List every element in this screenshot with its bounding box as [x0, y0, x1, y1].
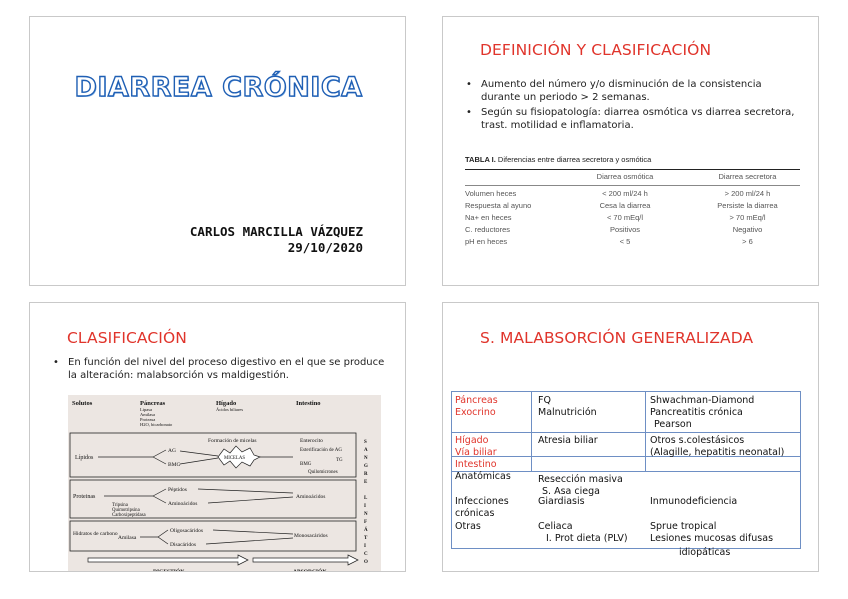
table-row: Respuesta al ayuno Cesa la diarrea Persiste la diarrea	[465, 201, 778, 210]
diagram-label: ABSORCIÓN	[293, 569, 327, 575]
diagram-header-solutos: Solutos	[72, 400, 93, 407]
svg-text:O: O	[364, 560, 368, 565]
diagram-label: Lípidos	[75, 455, 94, 461]
table-cell: crónicas	[455, 508, 495, 519]
diagram-label: Amilasa	[140, 412, 155, 417]
diagram-label: Disacáridos	[170, 542, 196, 548]
diagram-label: Aminoácidos	[168, 501, 198, 507]
table-row: Na+ en heces < 70 mEq/l > 70 mEq/l	[465, 213, 766, 222]
diagram-header-pancreas: Páncreas	[140, 400, 166, 407]
table-cell: Celiaca	[538, 521, 573, 532]
diagram-label: MICELAS	[224, 456, 246, 461]
table-cell: Vía biliar	[455, 447, 497, 458]
diagram-label: Quimotripsina	[112, 508, 140, 513]
table-cell: Pearson	[654, 419, 692, 430]
author-name: CARLOS MARCILLA VÁZQUEZ	[189, 224, 363, 239]
bullet-dot-icon: •	[53, 357, 59, 368]
table-cell: Inmunodeficiencia	[650, 496, 738, 507]
diagram-label: H2O, bicarbonato	[140, 422, 173, 427]
slide-heading: S. MALABSORCIÓN GENERALIZADA	[480, 329, 754, 347]
diagram-label: BMG	[168, 462, 181, 468]
absorcion-arrow-icon	[253, 555, 358, 565]
svg-text:T: T	[364, 536, 368, 541]
diagram-label: Oligosacáridos	[170, 528, 203, 534]
malabsorcion-table	[451, 391, 801, 549]
table-cell: Atresia biliar	[538, 435, 598, 446]
table-cell: Infecciones	[455, 496, 509, 507]
table-cell: Páncreas	[455, 395, 498, 406]
svg-text:A: A	[364, 448, 368, 453]
svg-text:Á: Á	[364, 528, 368, 533]
diagram-label: Péptidos	[168, 487, 187, 493]
diagram-label: Lipasa	[140, 407, 152, 412]
table-cell: Giardiasis	[538, 496, 585, 507]
svg-text:L: L	[364, 496, 368, 501]
diagram-label: Monosacáridos	[294, 533, 328, 539]
diagram-label: AG	[168, 448, 176, 454]
diagram-label: Proteasa	[140, 417, 156, 422]
diagram-label: Amilasa	[118, 535, 137, 541]
diagram-label: BMG	[300, 462, 312, 467]
table-row: Volumen heces < 200 ml/24 h > 200 ml/24 h	[465, 189, 771, 198]
table-cell: Intestino	[455, 459, 497, 470]
diagram-header-intestino: Intestino	[296, 400, 321, 407]
bullet-list	[50, 357, 385, 385]
table-cell: Shwachman-Diamond	[650, 395, 755, 406]
diagram-label: Quilomicrones	[308, 470, 338, 475]
presentation-date: 29/10/2020	[287, 240, 363, 255]
bullet-item: • Según su fisiopatología: diarrea osmótica vs diarrea secretora, trast. motilidad e inflamatoria.	[466, 107, 795, 131]
bullet-item: • Aumento del número y/o disminución de la consistencia durante un periodo > 2 semanas.	[466, 79, 762, 103]
digestion-arrow-icon	[88, 555, 248, 565]
diagram-label: Formación de micelas	[208, 438, 257, 444]
table-cell: Lesiones mucosas difusas	[650, 533, 774, 544]
svg-text:N: N	[364, 512, 368, 517]
svg-text:R: R	[364, 472, 368, 477]
table-cell: Anatómicas	[455, 471, 511, 482]
diagram-label: TG	[336, 458, 343, 463]
bullet-item: • En función del nivel del proceso digestivo en el que se produce la alteración: malabsorción vs maldigestión.	[53, 357, 385, 381]
bullet-dot-icon: •	[466, 107, 472, 118]
table-cell: I. Prot dieta (PLV)	[546, 533, 628, 544]
table-cell: Otros s.colestásicos	[650, 435, 745, 446]
table-rule	[465, 185, 800, 186]
diagram-label: Proteinas	[73, 494, 96, 500]
sangre-vertical-label	[364, 440, 368, 485]
diagram-label: Tripsina	[112, 503, 128, 508]
table-row: C. reductores Positivos Negativo	[465, 225, 763, 234]
diagram-label: Esterificación de AG	[300, 448, 342, 453]
linfaticos-vertical-label	[364, 496, 368, 565]
slide-definicion[interactable]	[442, 16, 819, 286]
svg-text:I: I	[364, 504, 366, 509]
diagram-header-higado: Hígado	[216, 400, 237, 407]
table-rule	[465, 169, 800, 170]
svg-text:E: E	[364, 480, 368, 485]
table-cell: Otras	[455, 521, 481, 532]
diagram-label: Enterocito	[300, 438, 323, 444]
table-row: pH en heces < 5 > 6	[465, 237, 753, 246]
svg-text:N: N	[364, 456, 368, 461]
diagram-label: Aminoácidos	[296, 494, 326, 500]
diagram-label: Carboxipeptidasa	[112, 513, 146, 518]
table-cell: Exocrino	[455, 407, 496, 418]
svg-text:C: C	[364, 552, 368, 557]
diagram-label: Hidratos de carbono	[73, 531, 118, 537]
slide-heading: DEFINICIÓN Y CLASIFICACIÓN	[480, 41, 712, 59]
bullet-list	[463, 79, 798, 135]
bullet-dot-icon: •	[466, 79, 472, 90]
diagram-label: Ácidos biliares	[216, 407, 244, 412]
table-cell: FQ	[538, 395, 551, 406]
svg-text:S: S	[364, 440, 367, 445]
svg-text:G: G	[364, 464, 368, 469]
slide-heading: CLASIFICACIÓN	[67, 329, 187, 347]
table-cell: Malnutrición	[538, 407, 597, 418]
table-header-row: Diarrea osmótica Diarrea secretora	[596, 172, 777, 181]
slide-title[interactable]	[29, 16, 406, 286]
svg-text:F: F	[364, 520, 368, 525]
table-caption: TABLA I. Diferencias entre diarrea secretora y osmótica	[465, 155, 652, 164]
table-cell: (Alagille, hepatitis neonatal)	[650, 447, 785, 458]
svg-text:I: I	[364, 544, 366, 549]
table-cell: Resección masiva	[538, 474, 623, 485]
table-cell: Hígado	[455, 435, 489, 446]
slide-malabsorcion[interactable]	[442, 302, 819, 572]
presentation-title: DIARREA CRÓNICA	[74, 72, 363, 103]
diagram-label: DIGESTIÓN	[153, 569, 185, 575]
table-cell: Pancreatitis crónica	[650, 407, 743, 418]
table-cell: idiopáticas	[679, 547, 731, 558]
digestion-diagram	[68, 395, 381, 575]
author-block	[190, 224, 363, 256]
table-cell: S. Asa ciega	[542, 486, 600, 497]
table-cell: Sprue tropical	[650, 521, 717, 532]
slide-clasificacion[interactable]	[29, 302, 406, 575]
